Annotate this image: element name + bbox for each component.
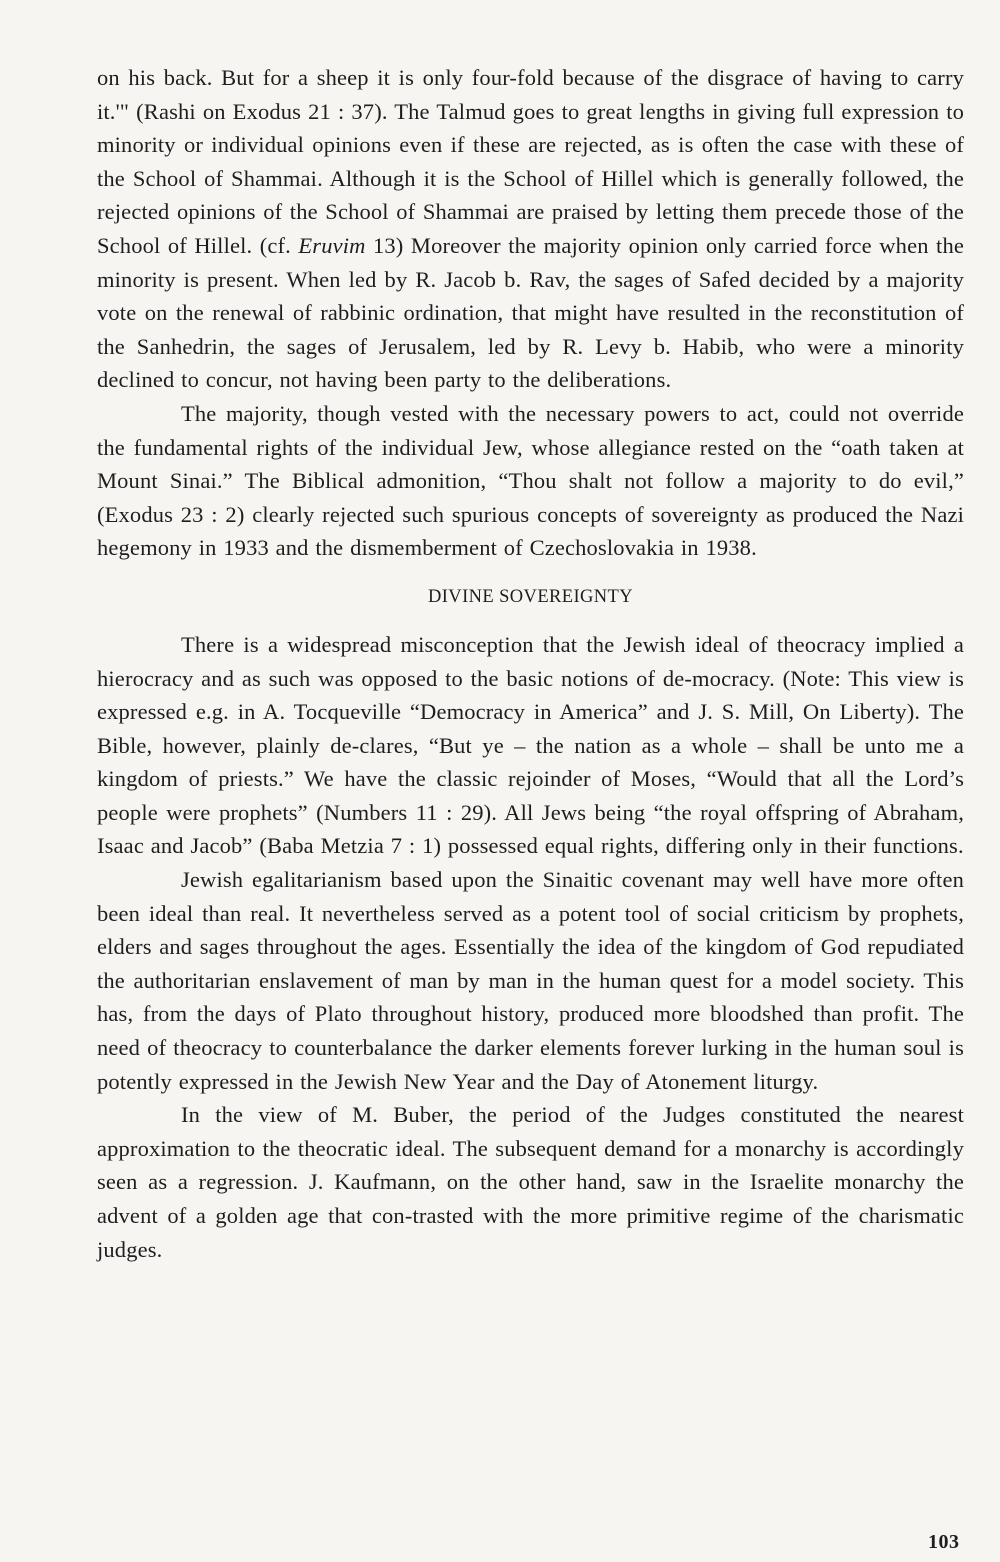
paragraph-egalitarianism: Jewish egalitarianism based upon the Sinaitic covenant may well have more often been ideal than real. It nevertheless served as a potent tool of social criticism by prophets, elders and sages throughout the ages. Essentially the idea of the kingdom of God repudiated the authoritarian enslavement of man by man in the human quest for a model society. This has, from the days of Plato throughout history, produced more bloodshed than profit. The need of theocracy to counterbalance the darker elements forever lurking in the human soul is potently expressed in the Jewish New Year and the Day of Atonement liturgy. [97, 867, 964, 1094]
paragraph-talmud-minority [97, 61, 964, 397]
paragraph-text-part: on his back. But for a sheep it is only four-fold because of the disgrace of having to carry it.'" (Rashi on Exodus 21 : 37). The Talmud goes to great lengths in giving full expression to minority or individual opinions even if these are rejected, as is often the case with these of the School of Shammai. Although it is the School of Hillel which is generally followed, the rejected opinions of the School of Shammai are praised by letting them precede those of the School of Hillel. (cf. [97, 65, 964, 258]
page-number: 103 [928, 1531, 960, 1553]
paragraph-theocracy-misconception: There is a widespread misconception that the Jewish ideal of theocracy implied a hierocracy and as such was opposed to the basic notions of de-mocracy. (Note: This view is expressed e.g. in A. Tocqueville “Democracy in America” and J. S. Mill, On Liberty). The Bible, however, plainly de-clares, “But ye – the nation as a whole – shall be unto me a kingdom of priests.” We have the classic rejoinder of Moses, “Would that all the Lord’s people were prophets” (Numbers 11 : 29). All Jews being “the royal offspring of Abraham, Isaac and Jacob” (Baba Metzia 7 : 1) possessed equal rights, differing only in their functions. [97, 631, 964, 859]
paragraph-judges-monarchy: In the view of M. Buber, the period of the Judges constituted the nearest approximation to the theocratic ideal. The subsequent demand for a monarchy is accordingly seen as a regression. J. Kaufmann, on the other hand, saw in the Israelite monarchy the advent of a golden age that con-trasted with the more primitive regime of the charismatic judges. [97, 1102, 964, 1262]
italic-title-eruvim: Eruvim [298, 232, 366, 258]
section-heading: DIVINE SOVEREIGNTY [427, 586, 634, 607]
paragraph-text-part: 13) Moreover the majority opinion only carried force when the minority is present. When led by R. Jacob b. Rav, the sages of Safed decided by a majority vote on the renewal of rabbinic ordination, that might have resulted in the reconstitution of the Sanhedrin, the sages of Jerusalem, led by R. Levy b. Habib, who were a minority declined to concur, not having been party to the deliberations. [97, 232, 964, 393]
document-page [97, 61, 964, 1266]
paragraph-majority-rights: The majority, though vested with the necessary powers to act, could not override the fundamental rights of the individual Jew, whose allegiance rested on the “oath taken at Mount Sinai.” The Biblical admonition, “Thou shalt not follow a majority to do evil,” (Exodus 23 : 2) clearly rejected such spurious concepts of sovereignty as produced the Nazi hegemony in 1933 and the dismemberment of Czechoslovakia in 1938. [97, 400, 964, 561]
